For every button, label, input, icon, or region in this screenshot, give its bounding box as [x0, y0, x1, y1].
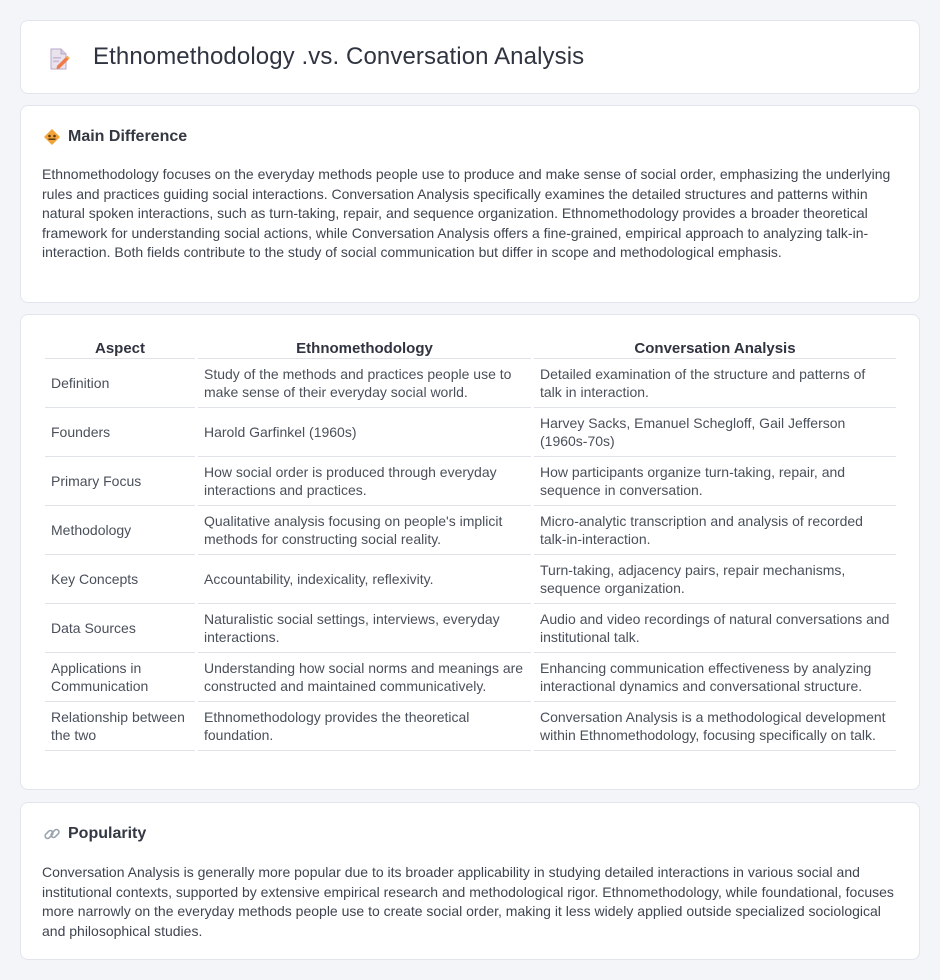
row-aspect: Relationship between the two	[45, 702, 195, 751]
table-row	[45, 604, 896, 653]
main-difference-text: Ethnomethodology focuses on the everyday methods people use to produce and make sense of social order, emphasizing the underlying rules and practices guiding social interactions. Conversation Analysis specifically examines the detailed structures and patterns within natural spoken interactions, such as turn-taking, repair, and sequence organization. Ethnomethodology provides a broader theoretical framework for understanding social actions, while Conversation Analysis offers a fine-grained, empirical approach to analyzing talk-in-interaction. Both fields contribute to the study of social communication but differ in scope and methodological emphasis.	[42, 166, 891, 260]
row-aspect: Founders	[45, 408, 195, 457]
document-pencil-icon	[47, 47, 71, 71]
main-difference-header	[43, 128, 187, 146]
row-conversation-analysis: How participants organize turn-taking, repair, and sequence in conversation.	[534, 457, 896, 506]
row-ethnomethodology: Qualitative analysis focusing on people's implicit methods for constructing social reality.	[198, 506, 531, 555]
link-icon	[43, 825, 61, 843]
row-aspect: Data Sources	[45, 604, 195, 653]
table-row	[45, 457, 896, 506]
row-aspect: Applications in Communication	[45, 653, 195, 702]
header-ethnomethodology: Ethnomethodology	[198, 337, 531, 359]
popularity-header	[43, 825, 146, 843]
row-ethnomethodology: Understanding how social norms and meanings are constructed and maintained communicatively.	[198, 653, 531, 702]
table-row	[45, 359, 896, 408]
header-conversation-analysis: Conversation Analysis	[534, 337, 896, 359]
diamond-sign-icon	[43, 128, 61, 146]
row-ethnomethodology: Ethnomethodology provides the theoretical foundation.	[198, 702, 531, 751]
header-aspect: Aspect	[45, 337, 195, 359]
row-conversation-analysis: Audio and video recordings of natural conversations and institutional talk.	[534, 604, 896, 653]
row-ethnomethodology: Naturalistic social settings, interviews, everyday interactions.	[198, 604, 531, 653]
row-conversation-analysis: Turn-taking, adjacency pairs, repair mechanisms, sequence organization.	[534, 555, 896, 604]
row-aspect: Definition	[45, 359, 195, 408]
row-conversation-analysis: Micro-analytic transcription and analysis of recorded talk-in-interaction.	[534, 506, 896, 555]
row-ethnomethodology: Study of the methods and practices people use to make sense of their everyday social world.	[198, 359, 531, 408]
popularity-card	[20, 802, 920, 960]
row-ethnomethodology: Harold Garfinkel (1960s)	[198, 408, 531, 457]
table-row	[45, 702, 896, 751]
table-row	[45, 506, 896, 555]
row-conversation-analysis: Detailed examination of the structure and patterns of talk in interaction.	[534, 359, 896, 408]
row-aspect: Primary Focus	[45, 457, 195, 506]
row-aspect: Methodology	[45, 506, 195, 555]
table-header-row	[45, 337, 896, 359]
table-row	[45, 408, 896, 457]
row-aspect: Key Concepts	[45, 555, 195, 604]
row-conversation-analysis: Enhancing communication effectiveness by analyzing interactional dynamics and conversational structure.	[534, 653, 896, 702]
row-ethnomethodology: Accountability, indexicality, reflexivity.	[198, 555, 531, 604]
row-ethnomethodology: How social order is produced through everyday interactions and practices.	[198, 457, 531, 506]
page-title: Ethnomethodology .vs. Conversation Analysis	[93, 43, 585, 70]
row-conversation-analysis: Harvey Sacks, Emanuel Schegloff, Gail Jefferson (1960s-70s)	[534, 408, 896, 457]
main-difference-card	[20, 105, 920, 303]
popularity-text: Conversation Analysis is generally more popular due to its broader applicability in studying detailed interactions in various social and institutional contexts, supported by extensive empirical research and methodological rigor. Ethnomethodology, while foundational, focuses more narrowly on the everyday methods people use to create social order, making it less widely applied outside specialized sociological and philosophical studies.	[42, 864, 894, 939]
row-conversation-analysis: Conversation Analysis is a methodological development within Ethnomethodology, focusing specifically on talk.	[534, 702, 896, 751]
main-difference-heading: Main Difference	[68, 128, 188, 145]
comparison-table	[42, 337, 899, 751]
table-row	[45, 555, 896, 604]
table-row	[45, 653, 896, 702]
popularity-heading: Popularity	[68, 825, 147, 842]
header-card	[20, 20, 920, 94]
comparison-card	[20, 314, 920, 790]
